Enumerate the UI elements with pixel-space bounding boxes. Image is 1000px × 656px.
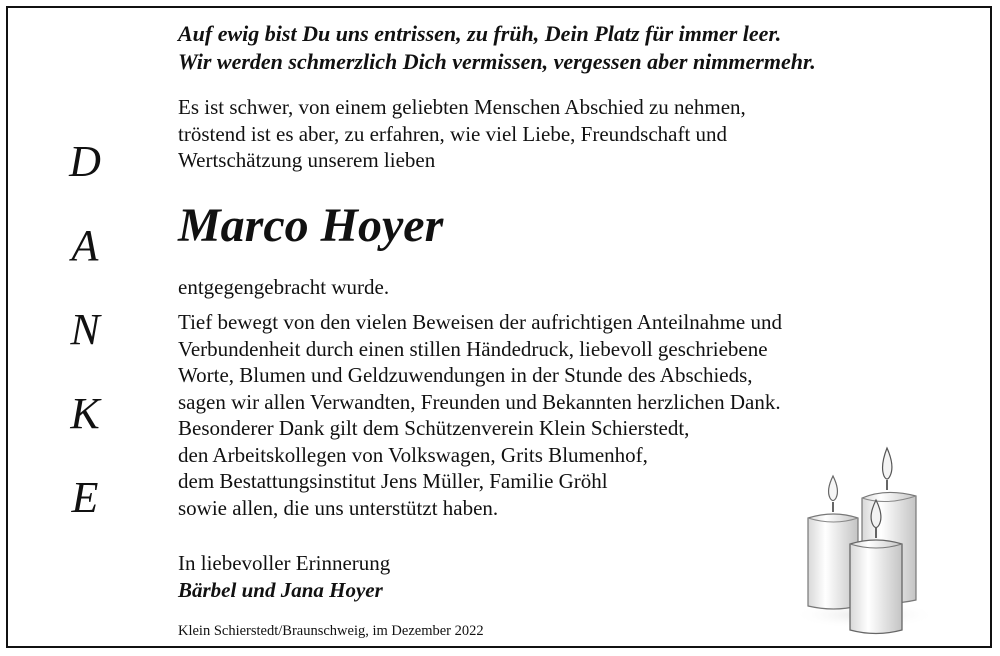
motto-line-2: Wir werden schmerzlich Dich vermissen, vergessen aber nimmermehr. — [178, 49, 816, 74]
thanks-line: Besonderer Dank gilt dem Schützenverein Klein Schierstedt, — [178, 416, 690, 440]
signature-block — [178, 550, 390, 603]
danke-letter-n: N — [70, 305, 100, 354]
signature-line: In liebevoller Erinnerung — [178, 551, 391, 575]
three-candles-icon — [790, 440, 940, 640]
intro-paragraph — [178, 94, 746, 174]
thanks-line: dem Bestattungsinstitut Jens Müller, Familie Gröhl — [178, 469, 608, 493]
thanks-line: Tief bewegt von den vielen Beweisen der aufrichtigen Anteilnahme und — [178, 310, 782, 334]
danke-letter-e: E — [71, 473, 99, 522]
thanks-line: sagen wir allen Verwandten, Freunden und Bekannten herzlichen Dank. — [178, 389, 781, 414]
intro-line: Wertschätzung unserem lieben — [178, 148, 436, 172]
danke-letter-k: K — [70, 389, 100, 438]
thanks-line: den Arbeitskollegen von Volkswagen, Grits Blumenhof, — [178, 442, 648, 467]
danke-letter-a: A — [71, 221, 99, 270]
intro-line: Es ist schwer, von einem geliebten Menschen Abschied zu nehmen, — [178, 95, 746, 119]
danke-vertical — [62, 134, 108, 554]
deceased-name: Marco Hoyer — [178, 199, 444, 252]
intro-line: tröstend ist es aber, zu erfahren, wie viel Liebe, Freundschaft und — [178, 121, 728, 146]
motto-line-1: Auf ewig bist Du uns entrissen, zu früh, Dein Platz für immer leer. — [178, 21, 782, 46]
thanks-paragraph — [178, 309, 782, 521]
thanks-line: Verbundenheit durch einen stillen Händedruck, liebevoll geschriebene — [178, 336, 768, 361]
motto — [178, 20, 816, 76]
signature-names: Bärbel und Jana Hoyer — [178, 577, 383, 602]
thanks-line: sowie allen, die uns unterstützt haben. — [178, 495, 499, 520]
thanks-line: Worte, Blumen und Geldzuwendungen in der Stunde des Abschieds, — [178, 363, 753, 387]
place-date: Klein Schierstedt/Braunschweig, im Dezember 2022 — [178, 623, 484, 639]
danke-letter-d: D — [69, 137, 101, 186]
after-name-text: entgegengebracht wurde. — [178, 275, 390, 299]
